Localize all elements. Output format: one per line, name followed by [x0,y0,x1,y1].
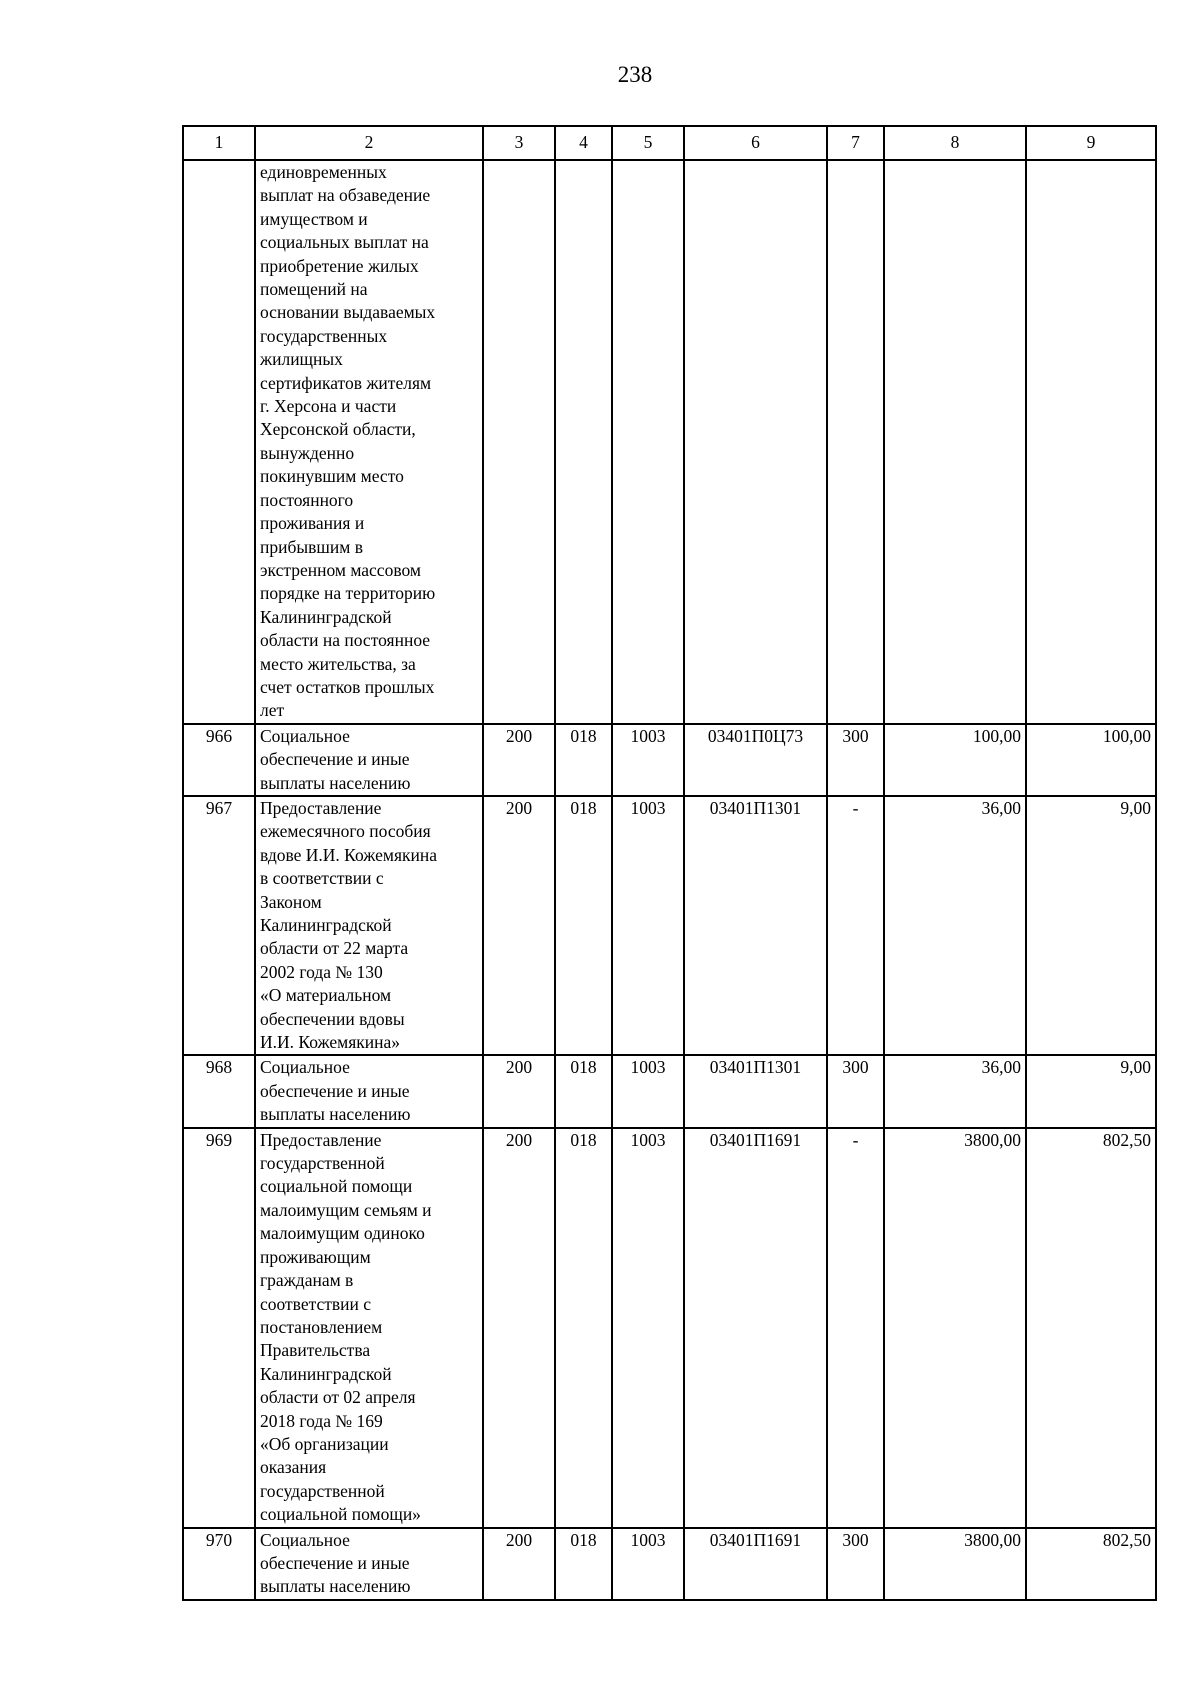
description-cell [255,1128,483,1528]
row-number-cell: 969 [183,1128,255,1528]
amount-executed-cell: 802,50 [1026,1128,1156,1528]
description-line: постоянного [260,489,354,510]
description-line: Социальное [260,725,350,746]
description-line: выплаты населению [260,772,411,793]
description-line: ежемесячного пособия [260,821,431,842]
description-line: Калининградской [260,915,392,935]
table-row [183,796,1156,1055]
expense-type-cell: - [827,1128,884,1528]
amount-executed-cell: 9,00 [1026,1055,1156,1127]
description-line: лет [260,700,285,721]
target-article-cell [684,160,827,724]
target-article-cell: 03401П1691 [684,1528,827,1600]
description-line: сертификатов жителям [260,372,432,393]
description-cell [255,1055,483,1127]
table-body [183,160,1156,1600]
description-line: социальных выплат на [260,232,429,253]
description-line: области от 22 марта [260,938,409,959]
description-line: Социальное [260,1529,350,1550]
column-header-7: 7 [827,126,884,160]
subsection-code-cell [612,160,684,724]
description-line: место жительства, за [260,653,416,674]
description-line: постановлением [260,1316,383,1337]
expense-type-cell: - [827,796,884,1055]
subsection-code-cell: 1003 [612,1528,684,1600]
description-line: приобретение жилых [260,255,419,276]
admin-code-cell: 200 [483,724,555,796]
description-line: в соответствии с [260,868,384,889]
description-line: единовременных [260,162,387,182]
description-line: выплат на обзаведение [260,185,431,206]
description-line: помещений на [260,279,368,300]
amount-executed-cell: 9,00 [1026,796,1156,1055]
description-line: экстренном массовом [260,559,421,580]
column-header-1: 1 [183,126,255,160]
description-line: основании выдаваемых [260,302,436,323]
target-article-cell: 03401П1301 [684,796,827,1055]
description-line: малоимущим семьям и [260,1199,432,1220]
target-article-cell: 03401П1691 [684,1128,827,1528]
table-row [183,1128,1156,1528]
description-line: Херсонской области, [260,419,416,440]
description-line: 2018 года № 169 [260,1410,383,1431]
description-cell [255,796,483,1055]
description-line: обеспечение и иные [260,1552,410,1573]
description-line: прибывшим в [260,536,363,557]
description-line: государственной [260,1480,385,1501]
amount-cell: 3800,00 [884,1528,1026,1600]
amount-cell [884,160,1026,724]
header-row [183,126,1156,160]
description-line: вдове И.И. Кожемякина [260,844,438,865]
column-header-6: 6 [684,126,827,160]
target-article-cell: 03401П1301 [684,1055,827,1127]
budget-table [182,125,1157,1601]
description-cell [255,1528,483,1600]
description-line: г. Херсона и части [260,396,397,417]
amount-cell: 100,00 [884,724,1026,796]
column-header-9: 9 [1026,126,1156,160]
description-line: социальной помощи [260,1176,413,1197]
description-line: проживающим [260,1246,371,1267]
description-line: обеспечении вдовы [260,1008,405,1029]
row-number-cell: 970 [183,1528,255,1600]
subsection-code-cell: 1003 [612,1055,684,1127]
description-line: выплаты населению [260,1104,411,1125]
description-line: вынужденно [260,442,355,463]
description-line: Правительства [260,1340,371,1361]
description-line: области на постоянное [260,630,431,651]
expense-type-cell [827,160,884,724]
admin-code-cell: 200 [483,1128,555,1528]
description-line: Калининградской [260,606,392,627]
table-row [183,160,1156,724]
column-header-4: 4 [555,126,612,160]
section-code-cell: 018 [555,1128,612,1528]
description-line: И.И. Кожемякина» [260,1032,401,1053]
description-line: счет остатков прошлых [260,676,435,697]
description-cell [255,160,483,724]
amount-executed-cell: 802,50 [1026,1528,1156,1600]
description-line: области от 02 апреля [260,1387,416,1408]
description-line: «Об организации [260,1433,389,1454]
section-code-cell [555,160,612,724]
amount-cell: 36,00 [884,1055,1026,1127]
row-number-cell: 968 [183,1055,255,1127]
description-line: Предоставление [260,1129,382,1150]
target-article-cell: 03401П0Ц73 [684,724,827,796]
section-code-cell: 018 [555,1055,612,1127]
description-line: соответствии с [260,1293,372,1314]
description-line: обеспечение и иные [260,1080,410,1101]
column-header-5: 5 [612,126,684,160]
description-line: социальной помощи» [260,1504,421,1525]
description-line: Калининградской [260,1363,392,1384]
section-code-cell: 018 [555,724,612,796]
row-number-cell: 967 [183,796,255,1055]
description-line: 2002 года № 130 [260,961,383,982]
description-line: оказания [260,1457,327,1478]
page-number: 238 [617,62,653,87]
description-line: покинувшим место [260,466,404,487]
row-number-cell [183,160,255,724]
description-line: Социальное [260,1057,350,1078]
admin-code-cell: 200 [483,796,555,1055]
admin-code-cell [483,160,555,724]
description-line: имуществом и [260,208,368,229]
subsection-code-cell: 1003 [612,1128,684,1528]
section-code-cell: 018 [555,796,612,1055]
table-row [183,1055,1156,1127]
description-line: Законом [260,891,322,912]
description-line: жилищных [260,349,343,370]
amount-cell: 36,00 [884,796,1026,1055]
admin-code-cell: 200 [483,1528,555,1600]
description-line: государственной [260,1153,385,1174]
expense-type-cell: 300 [827,1055,884,1127]
table-row [183,1528,1156,1600]
expense-type-cell: 300 [827,724,884,796]
column-header-3: 3 [483,126,555,160]
description-line: гражданам в [260,1270,354,1291]
amount-executed-cell [1026,160,1156,724]
column-header-2: 2 [255,126,483,160]
section-code-cell: 018 [555,1528,612,1600]
description-line: «О материальном [260,985,392,1006]
description-line: малоимущим одиноко [260,1223,425,1244]
amount-cell: 3800,00 [884,1128,1026,1528]
subsection-code-cell: 1003 [612,796,684,1055]
description-line: порядке на территорию [260,583,436,604]
description-line: обеспечение и иные [260,749,410,770]
description-line: проживания и [260,513,365,534]
description-cell [255,724,483,796]
amount-executed-cell: 100,00 [1026,724,1156,796]
admin-code-cell: 200 [483,1055,555,1127]
description-line: Предоставление [260,797,382,818]
table-row [183,724,1156,796]
row-number-cell: 966 [183,724,255,796]
column-header-8: 8 [884,126,1026,160]
description-line: государственных [260,325,388,346]
expense-type-cell: 300 [827,1528,884,1600]
subsection-code-cell: 1003 [612,724,684,796]
description-line: выплаты населению [260,1576,411,1597]
